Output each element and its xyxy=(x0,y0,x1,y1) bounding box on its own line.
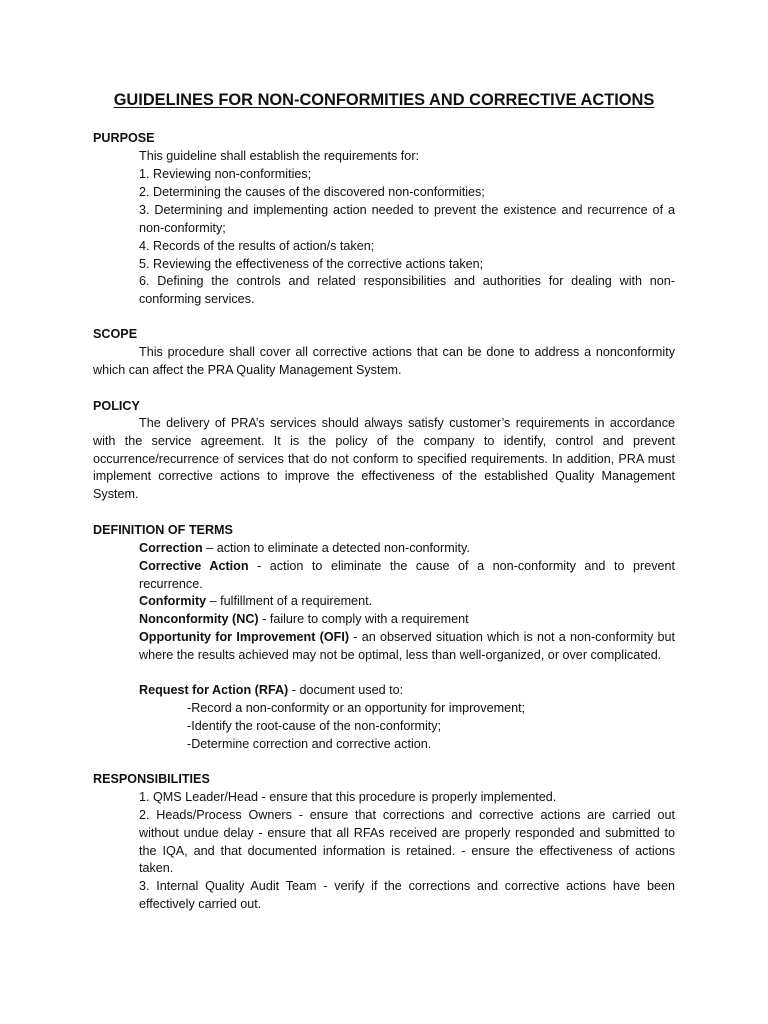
definition-item xyxy=(139,611,675,629)
responsibility-item: 1. QMS Leader/Head - ensure that this procedure is properly implemented. xyxy=(139,790,557,804)
purpose-item: 6. Defining the controls and related responsibilities and authorities for dealing with non-conforming services. xyxy=(139,274,675,306)
definition-term: Nonconformity (NC) xyxy=(139,612,259,626)
purpose-item: 1. Reviewing non-conformities; xyxy=(139,167,312,181)
responsibility-item: 2. Heads/Process Owners - ensure that corrections and corrective actions are carried out without undue delay - ensure that all RFAs received are properly responded and submitted to the IQA, and that documented information is retained. - ensure the effectiveness of actions taken. xyxy=(139,808,675,876)
document-title: GUIDELINES FOR NON-CONFORMITIES AND CORRECTIVE ACTIONS xyxy=(113,91,655,109)
rfa-item: -Record a non-conformity or an opportunity for improvement; xyxy=(187,701,526,715)
definition-term: Conformity xyxy=(139,594,207,608)
rfa-item: -Identify the root-cause of the non-conformity; xyxy=(187,719,442,733)
scope-heading: SCOPE xyxy=(93,327,138,341)
definition-item xyxy=(139,593,675,611)
definition-item xyxy=(139,558,675,594)
definition-term: Request for Action (RFA) xyxy=(139,683,289,697)
policy-text: The delivery of PRA’s services should always satisfy customer’s requirements in accordance with the service agreement. It is the policy of the company to identify, control and prevent occurrence/recurrence of services that do not conform to specified requirements. In addition, PRA must implement corrective actions to improve the effectiveness of the established Quality Management System. xyxy=(93,416,675,502)
purpose-item: 4. Records of the results of action/s taken; xyxy=(139,239,375,253)
definition-text: - document used to: xyxy=(288,683,404,697)
definition-item xyxy=(139,540,675,558)
definition-text: - failure to comply with a requirement xyxy=(258,612,469,626)
definition-term: Corrective Action xyxy=(139,559,249,573)
definition-term: Opportunity for Improvement (OFI) xyxy=(139,630,350,644)
definition-text: – fulfillment of a requirement. xyxy=(206,594,373,608)
responsibilities-heading: RESPONSIBILITIES xyxy=(93,772,210,786)
definition-text: – action to eliminate a detected non-conformity. xyxy=(202,541,470,555)
purpose-item: 5. Reviewing the effectiveness of the corrective actions taken; xyxy=(139,257,484,271)
definitions-heading: DEFINITION OF TERMS xyxy=(93,523,233,537)
purpose-item: 2. Determining the causes of the discovered non-conformities; xyxy=(139,185,485,199)
purpose-heading: PURPOSE xyxy=(93,131,155,145)
scope-text: This procedure shall cover all corrective actions that can be done to address a nonconformity which can affect the PRA Quality Management System. xyxy=(93,345,675,377)
definition-term: Correction xyxy=(139,541,203,555)
definition-text: - action to eliminate the cause of a non-conformity and to prevent recurrence. xyxy=(139,559,676,591)
definition-item xyxy=(139,629,675,665)
purpose-intro: This guideline shall establish the requirements for: xyxy=(139,149,420,163)
definition-text: - an observed situation which is not a non-conformity but where the results achieved may not be optimal, less than well-organized, or over complicated. xyxy=(139,630,675,662)
definition-item xyxy=(139,682,675,700)
responsibility-item: 3. Internal Quality Audit Team - verify if the corrections and corrective actions have been effectively carried out. xyxy=(139,879,675,911)
purpose-item: 3. Determining and implementing action needed to prevent the existence and recurrence of a non-conformity; xyxy=(139,203,675,235)
rfa-item: -Determine correction and corrective action. xyxy=(187,737,432,751)
policy-heading: POLICY xyxy=(93,399,140,413)
